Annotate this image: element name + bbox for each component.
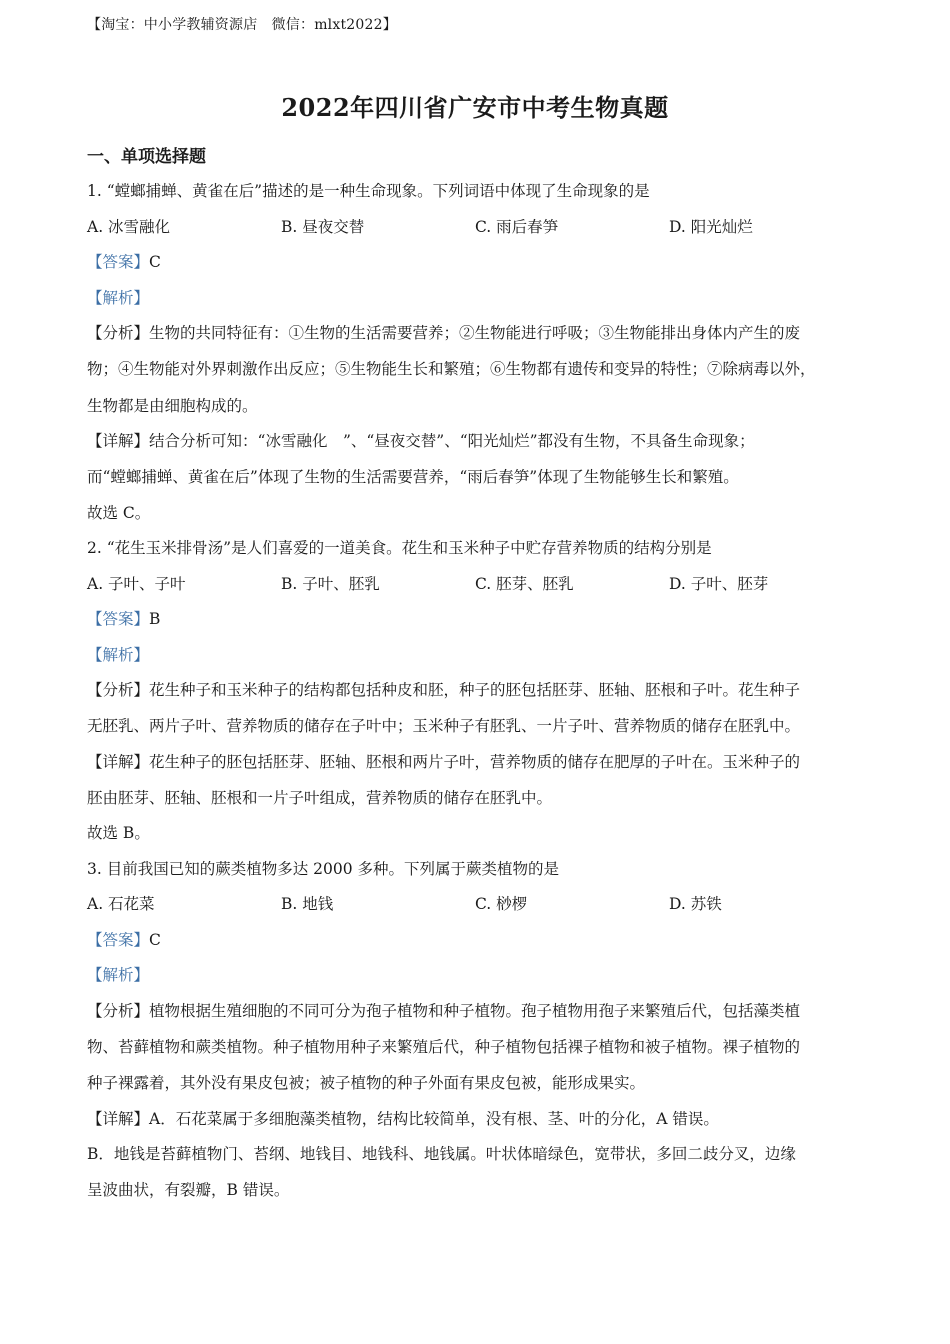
option-row: [87, 216, 867, 252]
answer-value: B: [149, 610, 161, 628]
conclusion: 故选 C。: [87, 503, 151, 522]
fenxi-label: 【分析】: [87, 681, 150, 699]
xiangjie-line: [87, 430, 867, 466]
header-note: 【淘宝：中小学教辅资源店 微信：mlxt2022】: [87, 17, 397, 33]
xiangjie-line: [87, 1108, 867, 1144]
xiangjie-text: A．石花菜属于多细胞藻类植物，结构比较简单，没有根、茎、叶的分化，A 错误。: [149, 1109, 719, 1128]
question-2: [87, 537, 867, 858]
question-1: [87, 180, 867, 537]
option-c: C. 雨后春笋: [475, 217, 559, 236]
section-heading: 一、单项选择题: [87, 147, 206, 167]
fenxi-text: 生物的共同特征有：①生物的生活需要营养；②生物能进行呼吸；③生物能排出身体内产生的废: [149, 324, 801, 342]
option-c: C. 桫椤: [475, 895, 528, 913]
xiangjie-text: 花生种子的胚包括胚芽、胚轴、胚根和两片子叶，营养物质的储存在肥厚的子叶在。玉米种子的: [149, 752, 801, 771]
fenxi-line: [87, 679, 867, 715]
xiangjie-line: 而“螳螂捕蝉、黄雀在后”体现了生物的生活需要营养，“雨后春笋”体现了生物能够生长和繁殖。: [87, 468, 739, 486]
answer-line: [87, 929, 867, 965]
option-c: C. 胚芽、胚乳: [475, 574, 574, 593]
detail-line: B．地钱是苔藓植物门、苔纲、地钱目、地钱科、地钱属。叶状体暗绿色，宽带状，多回二歧分叉，边缘: [87, 1145, 796, 1163]
option-a: A. 石花菜: [87, 895, 155, 913]
option-b: B. 子叶、胚乳: [281, 574, 380, 593]
answer-line: [87, 251, 867, 287]
fenxi-line: 无胚乳、两片子叶、营养物质的储存在子叶中；玉米种子有胚乳、一片子叶、营养物质的储存在胚乳中。: [87, 717, 801, 735]
analysis-label: [87, 644, 867, 680]
answer-value: C: [149, 930, 161, 949]
option-d: D. 子叶、胚芽: [669, 574, 769, 593]
question-stem: 2. “花生玉米排骨汤”是人们喜爱的一道美食。花生和玉米种子中贮存营养物质的结构分别是: [87, 539, 712, 557]
analysis-tag: 【解析】: [87, 645, 150, 664]
fenxi-line: 物；④生物能对外界刺激作出反应；⑤生物能生长和繁殖；⑥生物都有遗传和变异的特性；⑦除病毒以外，: [87, 360, 816, 378]
answer-label: 【答案】: [87, 610, 150, 628]
option-d: D. 苏铁: [669, 895, 722, 913]
xiangjie-label: 【详解】: [87, 432, 150, 450]
analysis-tag: 【解析】: [87, 966, 150, 984]
fenxi-text: 花生种子和玉米种子的结构都包括种皮和胚，种子的胚包括胚芽、胚轴、胚根和子叶。花生种子: [149, 681, 801, 699]
option-b: B. 地钱: [281, 895, 334, 913]
answer-line: [87, 608, 867, 644]
detail-line: 呈波曲状，有裂瓣，B 错误。: [87, 1181, 290, 1199]
option-row: [87, 573, 867, 609]
fenxi-line: [87, 322, 867, 358]
option-row: [87, 893, 867, 929]
answer-label: 【答案】: [87, 253, 150, 271]
option-d: D. 阳光灿烂: [669, 217, 753, 236]
xiangjie-line: [87, 751, 867, 787]
question-stem: 1. “螳螂捕蝉、黄雀在后”描述的是一种生命现象。下列词语中体现了生命现象的是: [87, 182, 650, 200]
document-body: [87, 145, 867, 1215]
fenxi-line: 物、苔藓植物和蕨类植物。种子植物用种子来繁殖后代，种子植物包括裸子植物和被子植物。裸子植物的: [87, 1037, 801, 1056]
xiangjie-line: 胚由胚芽、胚轴、胚根和一片子叶组成，营养物质的储存在胚乳中。: [87, 788, 553, 807]
fenxi-line: 生物都是由细胞构成的。: [87, 396, 258, 415]
option-b: B. 昼夜交替: [281, 217, 365, 236]
analysis-tag: 【解析】: [87, 288, 150, 307]
answer-value: C: [149, 253, 161, 271]
option-a: A. 子叶、子叶: [87, 574, 186, 593]
fenxi-label: 【分析】: [87, 324, 150, 342]
question-stem: 3. 目前我国已知的蕨类植物多达 2000 多种。下列属于蕨类植物的是: [87, 859, 560, 878]
xiangjie-label: 【详解】: [87, 1109, 150, 1128]
fenxi-text: 植物根据生殖细胞的不同可分为孢子植物和种子植物。孢子植物用孢子来繁殖后代，包括藻类植: [149, 1001, 801, 1020]
page-title: 2022年四川省广安市中考生物真题: [281, 93, 669, 122]
analysis-label: [87, 287, 867, 323]
xiangjie-label: 【详解】: [87, 752, 150, 771]
xiangjie-text: 结合分析可知：“冰雪融化 ”、“昼夜交替”、“阳光灿烂”都没有生物，不具备生命现象；: [149, 432, 755, 450]
fenxi-line: [87, 1000, 867, 1036]
question-3: [87, 858, 867, 1215]
analysis-label: [87, 964, 867, 1000]
fenxi-line: 种子裸露着，其外没有果皮包被；被子植物的种子外面有果皮包被，能形成果实。: [87, 1074, 646, 1092]
fenxi-label: 【分析】: [87, 1001, 150, 1020]
conclusion: 故选 B。: [87, 824, 150, 842]
option-a: A. 冰雪融化: [87, 217, 171, 236]
answer-label: 【答案】: [87, 930, 150, 949]
